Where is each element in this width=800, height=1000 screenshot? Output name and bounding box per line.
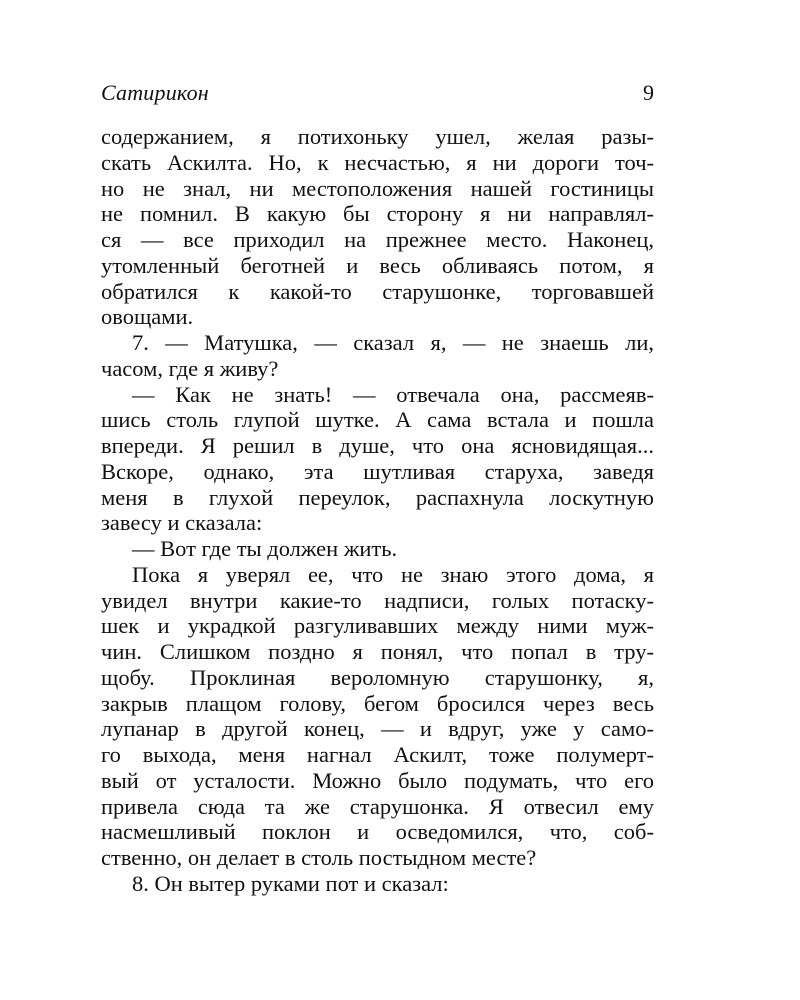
text-line: завесу и сказала:	[101, 510, 263, 536]
text-line: го выхода, меня нагнал Аскилт, тоже полумерт-	[101, 742, 654, 767]
text-line: шись столь глупой шутке. А сама встала и пошла	[101, 407, 654, 433]
text-line: утомленный беготней и весь обливаясь потом, я	[101, 252, 654, 278]
text-line: — Вот где ты должен жить.	[132, 536, 398, 561]
text-line: чин. Слишком поздно я понял, что попал в тру-	[101, 639, 654, 664]
text-line: Пока я уверял ее, что не знаю этого дома, я	[132, 561, 654, 587]
text-line: ственно, он делает в столь постыдном месте?	[101, 845, 537, 870]
text-line: 8. Он вытер руками пот и сказал:	[132, 870, 449, 896]
text-line: лупанар в другой конец, — и вдруг, уже у само-	[101, 716, 654, 742]
text-line: вый от усталости. Можно было подумать, что его	[101, 767, 654, 793]
text-line: ся — все приходил на прежнее место. Наконец,	[101, 227, 654, 252]
text-line: часом, где я живу?	[101, 355, 279, 381]
text-line: Вскоре, однако, эта шутливая старуха, заведя	[101, 458, 654, 484]
text-line: впереди. Я решил в душе, что она ясновидящая...	[101, 433, 654, 458]
text-line: закрыв плащом голову, бегом бросился через весь	[101, 690, 654, 716]
text-line: обратился к какой-то старушонке, торговавшей	[101, 278, 654, 304]
text-line: насмешливый поклон и осведомился, что, соб-	[101, 819, 654, 845]
text-line: увидел внутри какие-то надписи, голых потаску-	[101, 587, 654, 613]
text-line: содержанием, я потихоньку ушел, желая разы-	[101, 124, 654, 149]
text-line: не помнил. В какую бы сторону я ни направлял-	[101, 201, 654, 227]
page-number: 9	[643, 80, 654, 105]
text-line: меня в глухой переулок, распахнула лоскутную	[101, 484, 654, 510]
text-line: овощами.	[101, 304, 194, 330]
text-line: 7. — Матушка, — сказал я, — не знаешь ли,	[132, 330, 654, 355]
text-line: но не знал, ни местоположения нашей гостиницы	[101, 175, 654, 201]
running-header	[101, 80, 654, 110]
running-title: Сатирикон	[101, 80, 209, 105]
text-line: щобу. Проклиная вероломную старушонку, я,	[101, 664, 654, 690]
body-text	[101, 124, 654, 897]
text-line: скать Аскилта. Но, к несчастью, я ни дороги точ-	[101, 149, 654, 175]
text-line: привела сюда та же старушонка. Я отвесил ему	[101, 793, 654, 819]
text-line: шек и украдкой разгуливавших между ними муж-	[101, 613, 654, 639]
text-line: — Как не знать! — отвечала она, рассмеяв-	[132, 381, 654, 407]
